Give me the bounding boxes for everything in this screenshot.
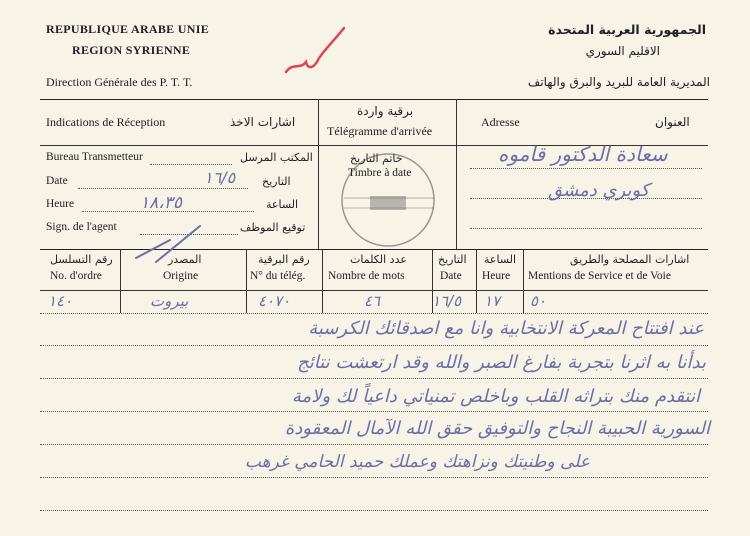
hw-address-line2: كوبري دمشق [548, 180, 650, 201]
address-line-3 [470, 228, 702, 229]
hw-row-origin: بيروت [150, 292, 189, 310]
hw-row-date: ١٦/٥ [432, 292, 462, 310]
col-date-fr: Date [440, 270, 462, 282]
body-line-2 [40, 378, 708, 379]
col-split-3 [322, 249, 323, 313]
hw-body-line-2: بدأنا به اثرنا بتجربة بفارغ الصبر والله وقد ارتعشت نتائج [297, 352, 706, 373]
stamp-ar: خاتم التاريخ [350, 152, 403, 165]
col-mentions-ar: اشارات المصلحة والطريق [570, 253, 690, 266]
adresse-fr: Adresse [481, 115, 520, 129]
field-bureau-fr: Bureau Transmetteur [46, 151, 143, 163]
values-row-line [40, 313, 708, 314]
col-date-ar: التاريخ [438, 253, 467, 266]
hw-body-line-5: على وطنيتك ونزاهتك وعملك حميد الحامي غرهب [244, 452, 590, 472]
col-order-fr: No. d'ordre [50, 270, 102, 282]
hw-body-line-3: انتقدم منك بتراثه القلب وباخلص تمنياتي داعياً لك ولامة [291, 386, 700, 407]
rule-top [40, 99, 708, 100]
rule-columns-bottom [40, 290, 708, 291]
telegram-fr: Télégramme d'arrivée [327, 124, 433, 138]
telegram-ar: برقية واردة [357, 104, 414, 118]
stamp-fr: Timbre à date [348, 167, 412, 179]
hw-body-line-4: السورية الحبيبة النجاح والتوفيق حقق الله الآمال المعقودة [284, 418, 710, 439]
hw-row-words: ٤٦ [364, 292, 381, 310]
col-split-2 [246, 249, 247, 313]
indications-fr: Indications de Réception [46, 115, 166, 129]
col-order-ar: رقم التسلسل [50, 253, 113, 266]
field-date-line [78, 188, 248, 189]
hw-body-line-1: عند افتتاح المعركة الانتخابية وانا مع اصدقائك الكرسبة [308, 318, 704, 339]
col-split-5 [476, 249, 477, 313]
col-split-6 [523, 249, 524, 313]
body-line-3 [40, 411, 708, 412]
hw-heure-value: ١٨،٣٥ [140, 193, 183, 213]
col-heure-fr: Heure [482, 270, 511, 282]
hw-sign-stroke [130, 222, 210, 266]
field-date-fr: Date [46, 175, 68, 187]
col-teleg-ar: رقم البرقية [258, 253, 310, 266]
header-fr-line2: REGION SYRIENNE [72, 43, 191, 57]
field-heure-fr: Heure [46, 198, 75, 210]
header-ar-line3: المديرية العامة للبريد والبرق والهاتف [527, 75, 710, 89]
body-line-4 [40, 444, 708, 445]
adresse-ar: العنوان [655, 115, 690, 129]
hw-row-heure: ١٧ [484, 292, 501, 310]
body-line-6 [40, 510, 708, 511]
col-split-1 [120, 249, 121, 313]
hw-row-order: ١٤٠ [48, 292, 73, 310]
body-line-1 [40, 345, 708, 346]
split-right [456, 99, 457, 249]
hw-row-mentions: ٥٠ [530, 292, 547, 310]
field-date-ar: التاريخ [262, 175, 291, 188]
header-ar-line2: الاقليم السوري [585, 44, 660, 58]
field-bureau-ar: المكتب المرسل [240, 151, 313, 164]
col-mentions-fr: Mentions de Service et de Voie [528, 270, 671, 282]
hw-row-teleg: ٤٠٧٠ [258, 292, 291, 310]
header-fr-line1: REPUBLIQUE ARABE UNIE [46, 22, 209, 36]
col-teleg-fr: N° du télég. [250, 270, 306, 282]
col-words-ar: عدد الكلمات [350, 253, 407, 266]
hw-address-line1: سعادة الدكتور قاموه [498, 142, 668, 166]
header-fr-line3: Direction Générale des P. T. T. [46, 75, 193, 89]
col-origin-ar: المصدر [168, 253, 202, 266]
header-ar-line1: الجمهورية العربية المتحدة [548, 22, 706, 37]
col-origin-fr: Origine [163, 270, 199, 282]
hw-date-value: ١٦/٥ [204, 168, 236, 187]
field-sign-ar: توقيع الموظف [240, 221, 306, 234]
address-line-1 [470, 168, 702, 169]
field-bureau-line [150, 164, 232, 165]
col-words-fr: Nombre de mots [328, 270, 405, 282]
body-line-5 [40, 477, 708, 478]
split-left [318, 99, 319, 249]
col-heure-ar: الساعة [484, 253, 517, 266]
red-pencil-mark [278, 22, 348, 82]
date-stamp-circle [330, 148, 442, 248]
field-sign-fr: Sign. de l'agent [46, 221, 117, 233]
indications-ar: اشارات الاخذ [230, 115, 296, 129]
field-heure-ar: الساعة [266, 198, 299, 211]
